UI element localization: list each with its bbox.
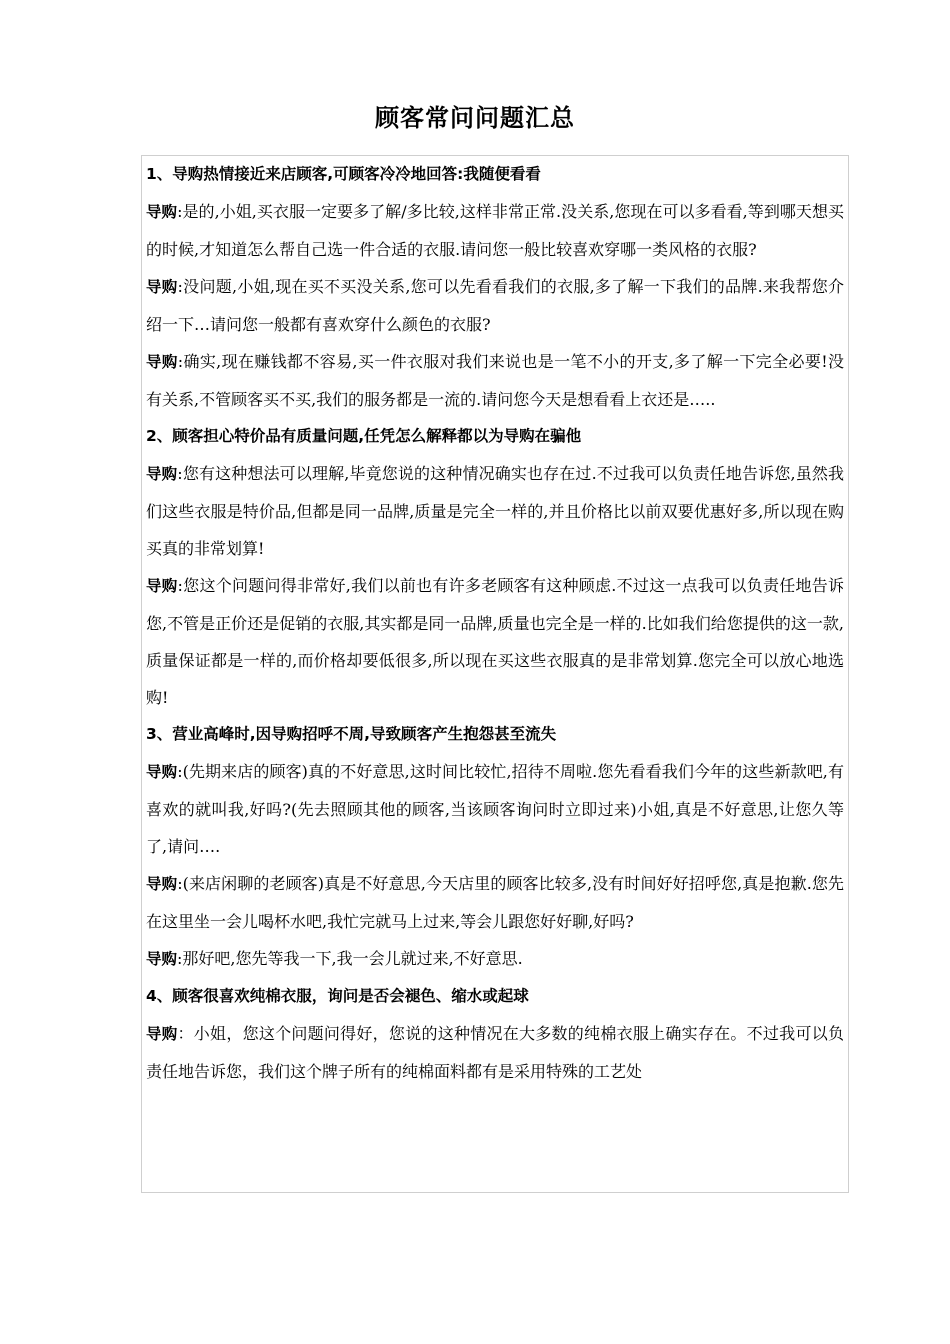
answer-separator: : [177,202,183,221]
answer-label: 导购 [146,875,178,893]
answer-label: 导购 [146,353,178,371]
answer-text: 您有这种想法可以理解,毕竟您说的这种情况确实也存在过.不过我可以负责任地告诉您,虽然我们这些衣服是特价品,但都是同一品牌,质量是完全一样的,并且价格比以前双要优惠好多,所以现在购买真的非常划算! [146,464,844,558]
answer-separator: : [177,352,184,371]
answer-text: 确实,现在赚钱都不容易,买一件衣服对我们来说也是一笔不小的开支,多了解一下完全必要!没有关系,不管顾客买不买,我们的服务都是一流的.请问您今天是想看看上衣还是….. [146,352,844,409]
answer-separator: : [177,277,183,296]
qa-list [142,156,848,1090]
answer-text: (来店闲聊的老顾客)真是不好意思,今天店里的顾客比较多,没有时间好好招呼您,真是抱歉.您先在这里坐一会儿喝杯水吧,我忙完就马上过来,等会儿跟您好好聊,好吗? [146,874,844,931]
question-heading: 1、导购热情接近来店顾客,可顾客冷冷地回答:我随便看看 [146,165,541,183]
answer-label: 导购 [146,203,178,221]
answer-paragraph [146,343,844,418]
answer-text: 没问题,小姐,现在买不买没关系,您可以先看看我们的衣服,多了解一下我们的品牌.来我帮您介绍一下…请问您一般都有喜欢穿什么颜色的衣服? [146,277,844,334]
question-heading: 2、顾客担心特价品有质量问题,任凭怎么解释都以为导购在骗他 [146,427,582,445]
answer-paragraph [146,1015,844,1090]
answer-paragraph [146,753,844,865]
answer-paragraph [146,940,844,978]
answer-text: 是的,小姐,买衣服一定要多了解/多比较,这样非常正常.没关系,您现在可以多看看,等到哪天想买的时候,才知道怎么帮自己选一件合适的衣服.请问您一般比较喜欢穿哪一类风格的衣服? [146,202,844,259]
answer-label: 导购 [146,1025,178,1043]
answer-paragraph [146,268,844,343]
answer-text: 您这个问题问得非常好,我们以前也有许多老顾客有这种顾虑.不过这一点我可以负责任地告诉您,不管是正价还是促销的衣服,其实都是同一品牌,质量也完全是一样的.比如我们给您提供的这一款,质量保证都是一样的,而价格却要低很多,所以现在买这些衣服真的是非常划算.您完全可以放心地选购! [146,576,844,707]
answer-paragraph [146,865,844,940]
answer-label: 导购 [146,763,178,781]
answer-paragraph [146,455,844,567]
answer-separator: : [177,464,183,483]
answer-text: 小姐，您这个问题问得好，您说的这种情况在大多数的纯棉衣服上确实存在。不过我可以负责任地告诉您，我们这个牌子所有的纯棉面料都有是采用特殊的工艺处 [146,1024,844,1081]
answer-separator: : [177,762,183,781]
answer-label: 导购 [146,465,178,483]
answer-text: (先期来店的顾客)真的不好意思,这时间比较忙,招待不周啦.您先看看我们今年的这些新款吧,有喜欢的就叫我,好吗?(先去照顾其他的顾客,当该顾客询问时立即过来)小姐,真是不好意思,让您久等了,请问…. [146,762,844,856]
answer-label: 导购 [146,278,178,296]
content-box [141,155,849,1193]
answer-separator: : [177,874,183,893]
answer-separator: ： [177,1024,194,1043]
answer-label: 导购 [146,577,178,595]
answer-separator: : [177,949,183,968]
answer-paragraph [146,193,844,268]
answer-label: 导购 [146,950,178,968]
answer-paragraph [146,567,844,716]
question-heading: 4、顾客很喜欢纯棉衣服，询问是否会褪色、缩水或起球 [146,987,529,1005]
answer-text: 那好吧,您先等我一下,我一会儿就过来,不好意思. [182,949,523,968]
page-title: 顾客常问问题汇总 [375,103,575,132]
question-heading: 3、营业高峰时,因导购招呼不周,导致顾客产生抱怨甚至流失 [146,725,557,743]
answer-separator: : [177,576,183,595]
